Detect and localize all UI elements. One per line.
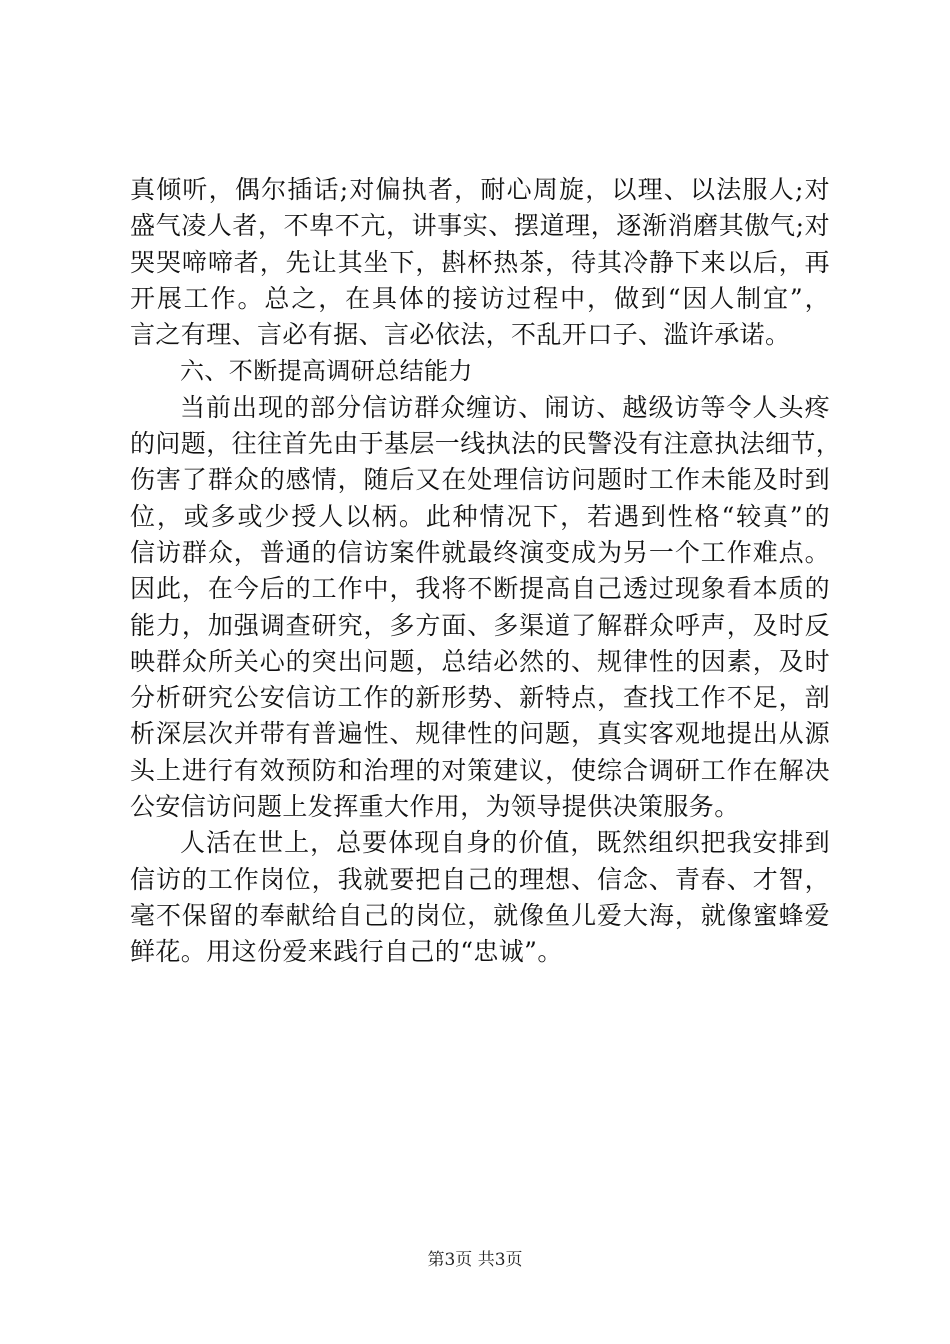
text-line: 哭哭啼啼者，先让其坐下，斟杯热茶，待其冷静下来以后，再	[130, 247, 830, 277]
text-line: 当前出现的部分信访群众缠访、闹访、越级访等令人头疼	[180, 392, 830, 422]
text-line: 因此，在今后的工作中，我将不断提高自己透过现象看本质的	[130, 574, 830, 604]
text-line: 分析研究公安信访工作的新形势、新特点，查找工作不足，剖	[130, 683, 830, 713]
page-number-footer: 第3页 共3页	[427, 1250, 523, 1270]
text-line: 的问题，往往首先由于基层一线执法的民警没有注意执法细节，	[130, 429, 842, 459]
text-line: 伤害了群众的感情，随后又在处理信访问题时工作未能及时到	[130, 465, 830, 495]
text-line: 言之有理、言必有据、言必依法，不乱开口子、滥许承诺。	[130, 320, 791, 350]
section-heading: 六、不断提高调研总结能力	[180, 357, 473, 386]
text-line: 真倾听，偶尔插话;对偏执者，耐心周旋，以理、以法服人;对	[130, 175, 830, 204]
text-line: 信访群众，普通的信访案件就最终演变成为另一个工作难点。	[130, 537, 830, 567]
text-line: 头上进行有效预防和治理的对策建议，使综合调研工作在解决	[130, 755, 830, 785]
text-line: 公安信访问题上发挥重大作用，为领导提供决策服务。	[130, 792, 740, 822]
text-line: 鲜花。用这份爱来践行自己的“忠诚”。	[130, 937, 563, 967]
text-line: 开展工作。总之，在具体的接访过程中，做到“因人制宜”，	[130, 283, 830, 313]
text-line: 信访的工作岗位，我就要把自己的理想、信念、青春、才智，	[130, 864, 830, 894]
text-line: 人活在世上，总要体现自身的价值，既然组织把我安排到	[180, 828, 830, 858]
text-line: 映群众所关心的突出问题，总结必然的、规律性的因素，及时	[130, 646, 830, 676]
text-line: 盛气凌人者，不卑不亢，讲事实、摆道理，逐渐消磨其傲气;对	[130, 211, 830, 241]
text-line: 能力，加强调查研究，多方面、多渠道了解群众呼声，及时反	[130, 610, 830, 640]
text-line: 毫不保留的奉献给自己的岗位，就像鱼儿爱大海，就像蜜蜂爱	[130, 900, 830, 930]
document-body	[130, 172, 842, 971]
text-line: 析深层次并带有普遍性、规律性的问题，真实客观地提出从源	[130, 719, 830, 749]
text-line: 位，或多或少授人以柄。此种情况下，若遇到性格“较真”的	[130, 501, 830, 531]
